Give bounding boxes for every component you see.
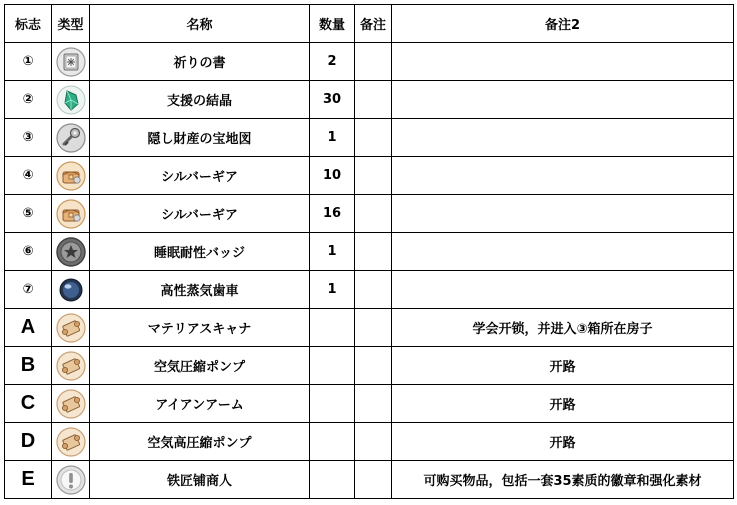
table-row [5,309,734,347]
row-note2: 学会开锁，并进入③箱所在房子 [392,309,734,347]
row-note [355,347,392,385]
row-note2: 可购买物品，包括一套35素质的徽章和强化素材 [392,461,734,499]
row-name: 高性蒸気歯車 [90,271,310,309]
row-flag: D [5,423,52,461]
row-note2 [392,43,734,81]
header-row [5,5,734,43]
row-name: シルバーギア [90,157,310,195]
row-qty [310,347,355,385]
row-type [52,233,90,271]
row-type [52,309,90,347]
header-qty: 数量 [310,5,355,43]
scroll-icon [52,427,89,457]
table-row [5,119,734,157]
table-row [5,233,734,271]
row-note [355,385,392,423]
map-key-icon [52,123,89,153]
row-name: マテリアスキャナ [90,309,310,347]
book-icon [52,47,89,77]
row-type [52,81,90,119]
row-flag: C [5,385,52,423]
scroll-icon [52,351,89,381]
row-flag: ⑥ [5,233,52,271]
row-name: アイアンアーム [90,385,310,423]
row-qty [310,423,355,461]
row-qty: 2 [310,43,355,81]
row-flag: B [5,347,52,385]
row-qty: 30 [310,81,355,119]
header-flag: 标志 [5,5,52,43]
row-note [355,271,392,309]
row-type [52,347,90,385]
row-flag: ⑤ [5,195,52,233]
badge-icon [52,237,89,267]
crystal-icon [52,85,89,115]
row-qty [310,385,355,423]
header-note2: 备注2 [392,5,734,43]
row-name: 隠し財産の宝地図 [90,119,310,157]
row-type [52,461,90,499]
row-note2: 开路 [392,347,734,385]
row-flag: ② [5,81,52,119]
table-row [5,43,734,81]
table-row [5,81,734,119]
row-qty: 1 [310,119,355,157]
row-name: 支援の結晶 [90,81,310,119]
row-type [52,119,90,157]
row-note2 [392,271,734,309]
table-row [5,271,734,309]
exclamation-icon [52,465,89,495]
row-type [52,385,90,423]
row-note2 [392,157,734,195]
row-note [355,233,392,271]
row-type [52,157,90,195]
row-note2 [392,81,734,119]
row-note [355,195,392,233]
chest-icon [52,199,89,229]
row-flag: ④ [5,157,52,195]
row-name: 空気高圧縮ポンプ [90,423,310,461]
row-type [52,271,90,309]
row-note [355,43,392,81]
row-note2: 开路 [392,423,734,461]
row-flag: E [5,461,52,499]
row-note [355,461,392,499]
table-row [5,461,734,499]
row-note2 [392,195,734,233]
row-note [355,157,392,195]
row-qty: 10 [310,157,355,195]
row-qty: 16 [310,195,355,233]
row-flag: A [5,309,52,347]
row-qty [310,461,355,499]
row-note [355,309,392,347]
table-row [5,195,734,233]
row-name: 铁匠铺商人 [90,461,310,499]
row-type [52,43,90,81]
row-note [355,423,392,461]
chest-icon [52,161,89,191]
row-note2: 开路 [392,385,734,423]
row-flag: ⑦ [5,271,52,309]
row-qty: 1 [310,233,355,271]
scroll-icon [52,313,89,343]
row-note [355,81,392,119]
row-note2 [392,119,734,157]
row-flag: ③ [5,119,52,157]
orb-icon [52,275,89,305]
table-row [5,385,734,423]
header-name: 名称 [90,5,310,43]
row-flag: ① [5,43,52,81]
header-type: 类型 [52,5,90,43]
row-qty: 1 [310,271,355,309]
row-name: 祈りの書 [90,43,310,81]
scroll-icon [52,389,89,419]
row-type [52,423,90,461]
row-type [52,195,90,233]
table-row [5,157,734,195]
row-name: シルバーギア [90,195,310,233]
row-note2 [392,233,734,271]
row-note [355,119,392,157]
item-table [4,4,734,499]
header-note: 备注 [355,5,392,43]
row-name: 睡眠耐性バッジ [90,233,310,271]
table-row [5,347,734,385]
table-row [5,423,734,461]
row-name: 空気圧縮ポンプ [90,347,310,385]
row-qty [310,309,355,347]
